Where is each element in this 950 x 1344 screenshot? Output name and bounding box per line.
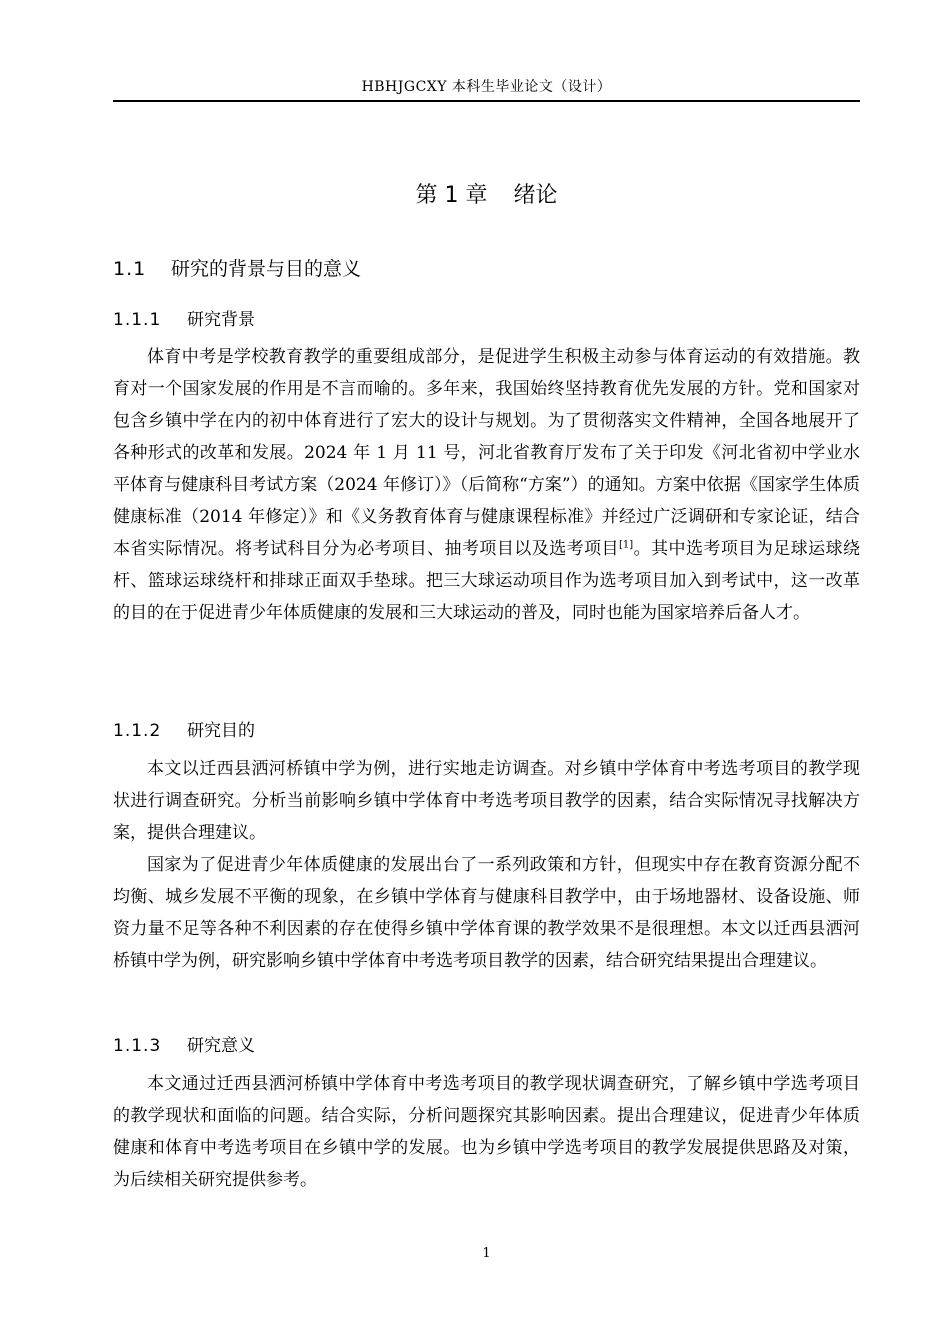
subsection-title: 研究意义: [187, 1036, 255, 1056]
subsection-title: 研究目的: [187, 721, 255, 741]
chapter-name: 绪论: [513, 183, 558, 208]
subsection-heading-1-1-3: [113, 1031, 255, 1056]
chapter-number: 第 1 章: [415, 183, 488, 208]
paragraph-significance: 本文通过迁西县洒河桥镇中学体育中考选考项目的教学现状调查研究，了解乡镇中学选考项目的教学现状和面临的问题。结合实际，分析问题探究其影响因素。提出合理建议，促进青少年体质健康和体育中考选考项目在乡镇中学的发展。也为乡镇中学选考项目的教学发展提供思路及对策，为后续相关研究提供参考。: [113, 1074, 860, 1190]
chapter-title: [113, 178, 860, 209]
paragraph-purpose-1: 本文以迁西县洒河桥镇中学为例，进行实地走访调查。对乡镇中学体育中考选考项目的教学现状进行调查研究。分析当前影响乡镇中学体育中考选考项目教学的因素，结合实际情况寻找解决方案，提供合理建议。: [113, 759, 860, 843]
paragraph-text: 体育中考是学校教育教学的重要组成部分，是促进学生积极主动参与体育运动的有效措施。教育对一个国家发展的作用是不言而喻的。多年来，我国始终坚持教育优先发展的方针。党和国家对包含乡镇中学在内的初中体育进行了宏大的设计与规划。为了贯彻落实文件精神，全国各地展开了各种形式的改革和发展。2024 年 1 月 11 号，河北省教育厅发布了关于印发《河北省初中学业水平体育与健康科目考试方案（2024 年修订）》（后简称“方案”）的通知。方案中依据《国家学生体质健康标准（2014 年修定）》和《义务教育体育与健康课程标准》并经过广泛调研和专家论证，结合本省实际情况。将考试科目分为必考项目、抽考项目以及选考项目: [113, 347, 860, 559]
section-number: 1.1: [113, 258, 147, 280]
page-number: 1: [482, 1246, 491, 1261]
citation-ref: [1]: [619, 539, 634, 551]
subsection-title: 研究背景: [187, 310, 255, 330]
subsection-heading-1-1-2: [113, 716, 255, 741]
subsection-number: 1.1.2: [113, 721, 162, 741]
header-rule: [113, 100, 860, 102]
paragraph-purpose-2: 国家为了促进青少年体质健康的发展出台了一系列政策和方针，但现实中存在教育资源分配不均衡、城乡发展不平衡的现象，在乡镇中学体育与健康科目教学中，由于场地器材、设备设施、师资力量不足等各种不利因素的存在使得乡镇中学体育课的教学效果不是很理想。本文以迁西县洒河桥镇中学为例，研究影响乡镇中学体育中考选考项目教学的因素，结合研究结果提出合理建议。: [113, 855, 860, 971]
subsection-heading-1-1-1: [113, 305, 255, 330]
section-heading-1-1: [113, 254, 361, 281]
running-header: HBHJGCXY 本科生毕业论文（设计）: [361, 79, 612, 95]
paragraph-text: 。其中选考项目为足球运球绕杆、篮球运球绕杆和排球正面双手垫球。把三大球运动项目作为选考项目加入到考试中，这一改革的目的在于促进青少年体质健康的发展和三大球运动的普及，同时也能为国家培养后备人才。: [113, 539, 860, 623]
subsection-number: 1.1.3: [113, 1036, 162, 1056]
section-title: 研究的背景与目的意义: [171, 258, 362, 280]
paragraph-background: [113, 341, 860, 629]
subsection-number: 1.1.1: [113, 310, 162, 330]
